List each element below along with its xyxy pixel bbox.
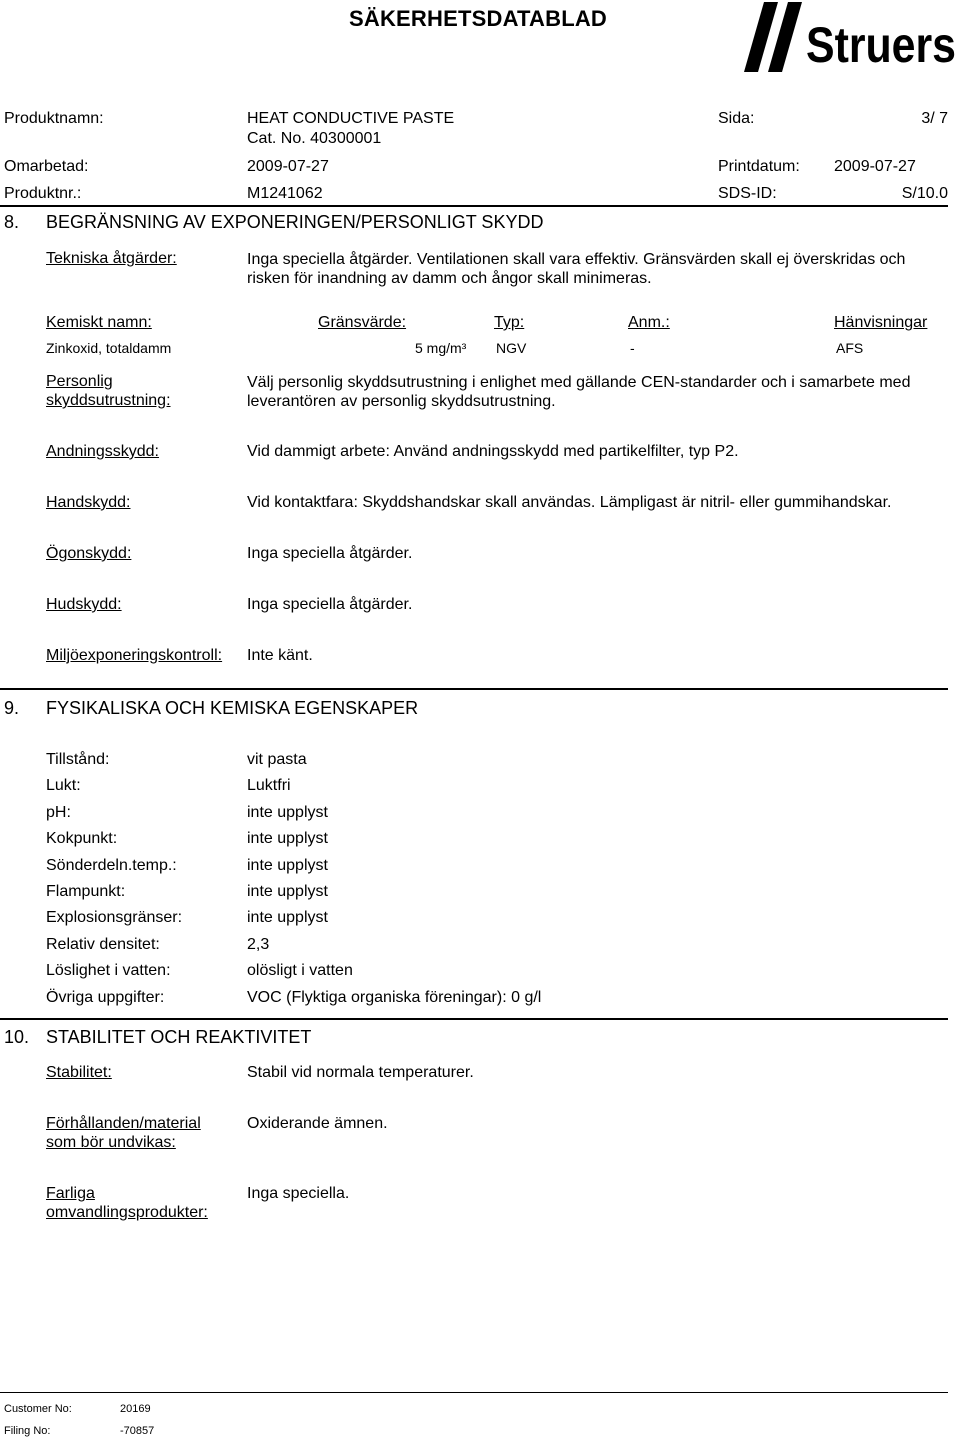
header-divider — [0, 205, 948, 207]
skin-protection-label: Hudskydd: — [46, 596, 122, 613]
sds-id-value: S/10.0 — [901, 185, 948, 202]
col-chemical-name: Kemiskt namn: — [46, 314, 152, 331]
filing-no-label: Filing No: — [4, 1425, 51, 1437]
prop-value: inte upplyst — [247, 883, 328, 900]
prop-label: Övriga uppgifter: — [46, 989, 165, 1006]
filing-no-value: -70857 — [120, 1425, 155, 1437]
prop-value: VOC (Flyktiga organiska föreningar): 0 g/l — [247, 989, 542, 1006]
technical-measures-value: Inga speciella åtgärder. Ventilationen skall vara effektiv. Gränsvärden skall ej överskridas och risken för inandning av damm och ångor skall minimeras. — [247, 251, 906, 287]
prop-label: Lukt: — [46, 777, 81, 794]
cat-no: Cat. No. 40300001 — [247, 130, 382, 147]
env-exposure-label: Miljöexponeringskontroll: — [46, 647, 223, 664]
prop-label: pH: — [46, 804, 71, 821]
conditions-to-avoid-label-line1: Förhållanden/material — [46, 1115, 201, 1132]
conditions-to-avoid-label-line2: som bör undvikas: — [46, 1134, 176, 1151]
prop-value: inte upplyst — [247, 804, 328, 821]
row-references: AFS — [836, 340, 864, 356]
prop-label: Flampunkt: — [46, 883, 126, 900]
col-limit: Gränsvärde: — [318, 314, 407, 331]
section-9-title: FYSIKALISKA OCH KEMISKA EGENSKAPER — [46, 698, 419, 718]
section-10-title: STABILITET OCH REAKTIVITET — [46, 1027, 312, 1047]
sds-id-label: SDS-ID: — [718, 185, 777, 202]
logo-text: Struers — [806, 17, 956, 73]
prop-label: Löslighet i vatten: — [46, 962, 171, 979]
ppe-value: Välj personlig skyddsutrustning i enlighet med gällande CEN-standarder och i samarbete med leverantören av personlig skyddsutrustning. — [247, 374, 911, 410]
respiratory-value: Vid dammigt arbete: Använd andningsskydd med partikelfilter, typ P2. — [247, 443, 739, 460]
section-10-divider — [0, 1018, 948, 1020]
product-no-value: M1241062 — [247, 185, 323, 202]
page-label: Sida: — [718, 110, 755, 127]
technical-measures-label: Tekniska åtgärder: — [46, 250, 177, 267]
eye-protection-label: Ögonskydd: — [46, 545, 132, 562]
col-type: Typ: — [494, 314, 525, 331]
row-chemical-name: Zinkoxid, totaldamm — [46, 340, 172, 356]
col-note: Anm.: — [628, 314, 670, 331]
prop-value: inte upplyst — [247, 909, 328, 926]
prop-label: Relativ densitet: — [46, 936, 160, 953]
product-no-label: Produktnr.: — [4, 185, 82, 202]
respiratory-label: Andningsskydd: — [46, 443, 159, 460]
customer-no-value: 20169 — [120, 1403, 151, 1415]
section-9-divider — [0, 688, 948, 690]
prop-value: inte upplyst — [247, 830, 328, 847]
revised-value: 2009-07-27 — [247, 158, 329, 175]
prop-value: vit pasta — [247, 751, 307, 768]
print-date-value: 2009-07-27 — [834, 158, 916, 175]
document-title: SÄKERHETSDATABLAD — [349, 6, 608, 31]
row-type: NGV — [496, 340, 527, 356]
page-value: 3/ 7 — [921, 110, 948, 127]
col-references: Hänvisningar — [834, 314, 928, 331]
prop-value: inte upplyst — [247, 857, 328, 874]
row-limit: 5 mg/m³ — [415, 340, 467, 356]
hazardous-products-value: Inga speciella. — [247, 1185, 350, 1202]
hand-protection-value: Vid kontaktfara: Skyddshandskar skall användas. Lämpligast är nitril- eller gummihandskar. — [247, 494, 892, 511]
eye-protection-value: Inga speciella åtgärder. — [247, 545, 413, 562]
row-note: - — [630, 340, 635, 356]
prop-value: olösligt i vatten — [247, 962, 353, 979]
prop-label: Explosionsgränser: — [46, 909, 183, 926]
hazardous-products-label-line1: Farliga — [46, 1185, 95, 1202]
hazardous-products-label-line2: omvandlingsprodukter: — [46, 1204, 208, 1221]
prop-label: Tillstånd: — [46, 751, 110, 768]
customer-no-label: Customer No: — [4, 1403, 72, 1415]
conditions-to-avoid-value: Oxiderande ämnen. — [247, 1115, 388, 1132]
revised-label: Omarbetad: — [4, 158, 89, 175]
section-8-title: BEGRÄNSNING AV EXPONERINGEN/PERSONLIGT SKYDD — [46, 212, 544, 232]
prop-value: Luktfri — [247, 777, 291, 794]
prop-label: Sönderdeln.temp.: — [46, 857, 177, 874]
product-name-label: Produktnamn: — [4, 110, 104, 127]
ppe-label-line1: Personlig — [46, 373, 113, 390]
stability-value: Stabil vid normala temperaturer. — [247, 1064, 474, 1081]
struers-logo — [742, 2, 958, 74]
print-date-label: Printdatum: — [718, 158, 800, 175]
ppe-label-line2: skyddsutrustning: — [46, 392, 171, 409]
prop-label: Kokpunkt: — [46, 830, 118, 847]
skin-protection-value: Inga speciella åtgärder. — [247, 596, 413, 613]
stability-label: Stabilitet: — [46, 1064, 112, 1081]
product-name-value: HEAT CONDUCTIVE PASTE — [247, 110, 455, 127]
section-8-number: 8. — [4, 212, 20, 232]
section-9-number: 9. — [4, 698, 20, 718]
env-exposure-value: Inte känt. — [247, 647, 313, 664]
hand-protection-label: Handskydd: — [46, 494, 131, 511]
prop-value: 2,3 — [247, 936, 270, 953]
footer-divider — [0, 1392, 948, 1393]
section-10-number: 10. — [4, 1027, 30, 1047]
